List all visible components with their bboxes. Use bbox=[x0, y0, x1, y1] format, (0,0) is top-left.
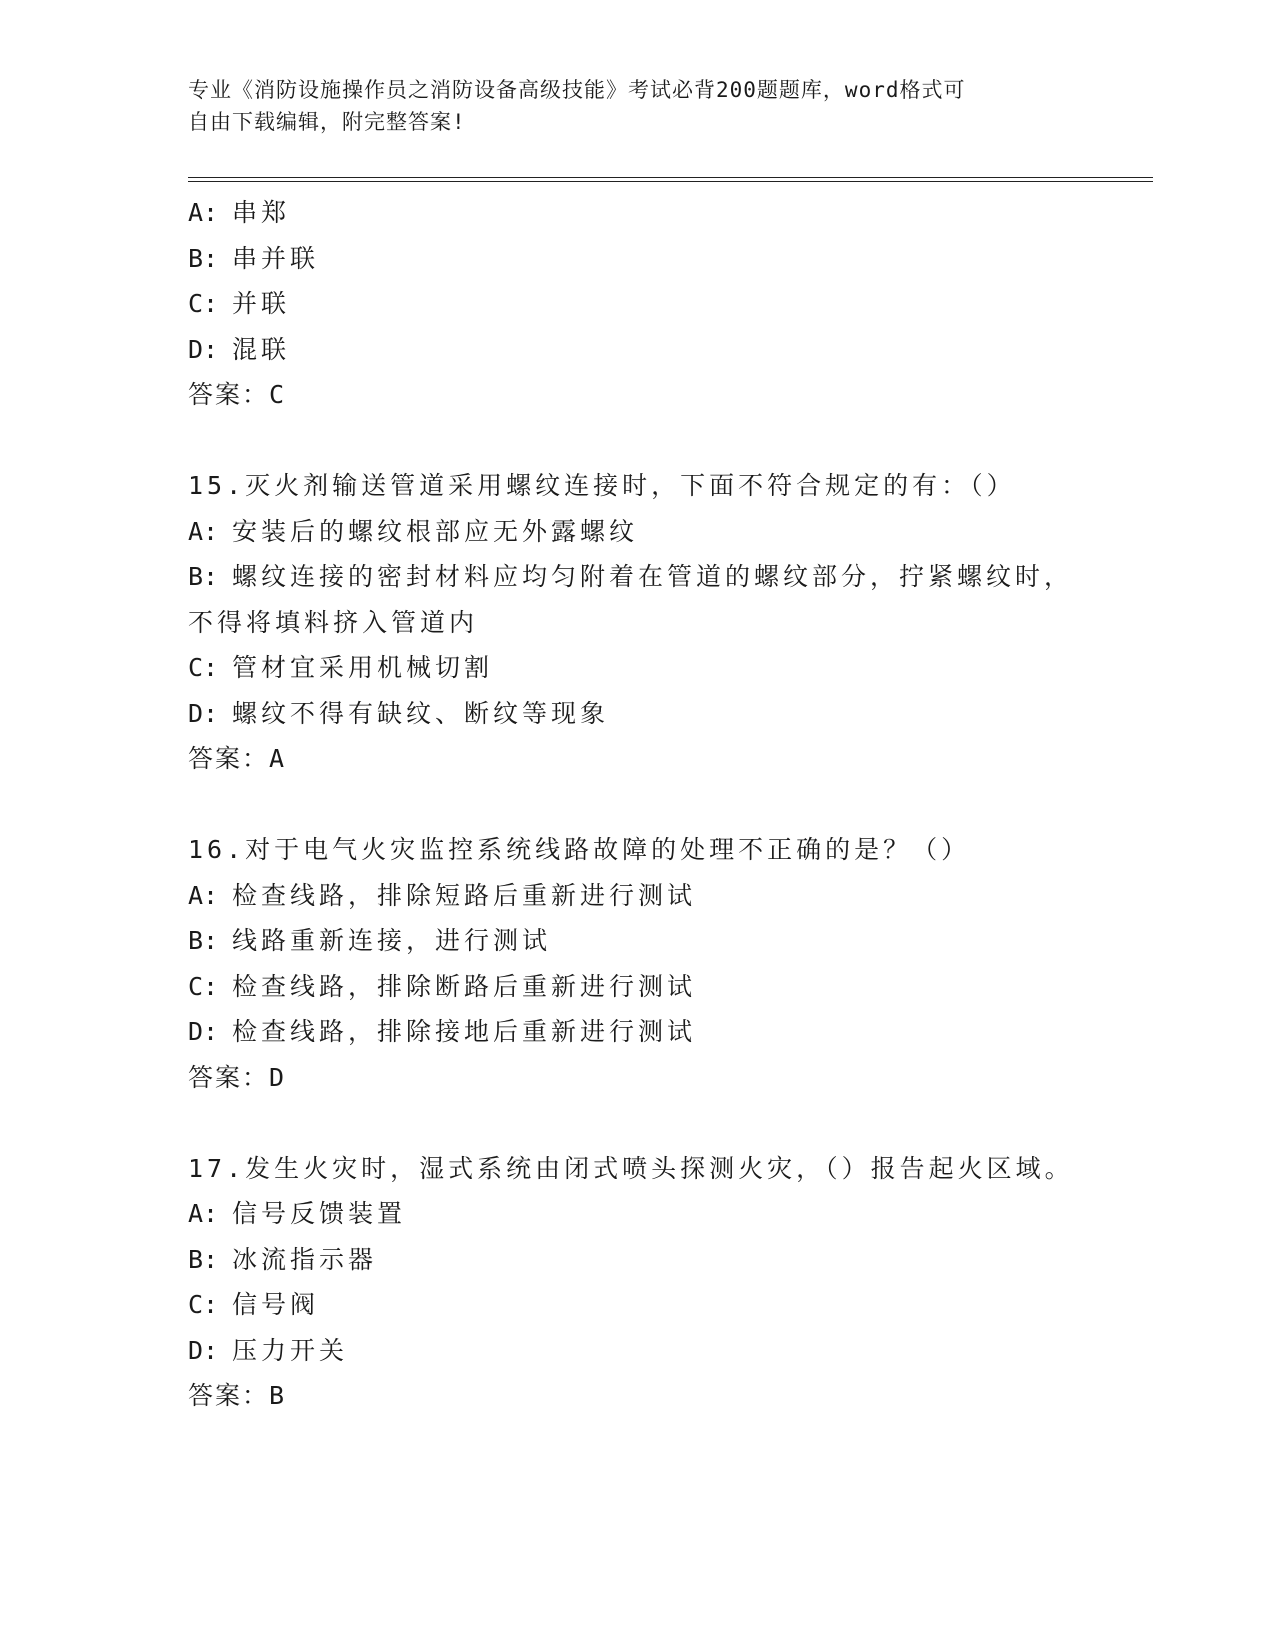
header-line-1: 专业《消防设施操作员之消防设备高级技能》考试必背200题题库，word格式可 bbox=[188, 78, 966, 102]
option-a bbox=[188, 509, 1068, 555]
option-label: B: bbox=[188, 243, 219, 273]
option-text: 不得将填料挤入管道内 bbox=[188, 607, 479, 637]
question-list bbox=[188, 190, 1074, 1419]
option-label: A: bbox=[188, 516, 219, 546]
option-text: 安装后的螺纹根部应无外露螺纹 bbox=[232, 516, 639, 546]
option-text: 压力开关 bbox=[232, 1335, 349, 1365]
option-text: 串并联 bbox=[232, 243, 320, 273]
option-d bbox=[188, 1009, 1068, 1055]
option-d bbox=[188, 1328, 1068, 1374]
option-label: D: bbox=[188, 1017, 219, 1046]
question-15-block bbox=[188, 463, 1074, 782]
document-header bbox=[188, 74, 1068, 138]
option-label: A: bbox=[188, 1199, 219, 1228]
answer-line: 答案：C bbox=[188, 380, 287, 409]
option-a bbox=[188, 873, 1068, 919]
option-text: 螺纹不得有缺纹、断纹等现象 bbox=[232, 698, 610, 728]
option-label: D: bbox=[188, 698, 219, 728]
answer-line: 答案：B bbox=[188, 1381, 287, 1410]
option-d bbox=[188, 327, 1068, 373]
option-label: D: bbox=[188, 334, 219, 364]
option-text: 信号反馈装置 bbox=[232, 1199, 407, 1228]
answer-line: 答案：A bbox=[188, 744, 287, 773]
prev-question-block bbox=[188, 190, 1068, 418]
question-16-block bbox=[188, 827, 1068, 1100]
header-line-2: 自由下载编辑，附完整答案! bbox=[188, 110, 466, 134]
spacer bbox=[188, 1100, 1068, 1146]
spacer bbox=[188, 782, 1068, 828]
option-b bbox=[188, 918, 1068, 964]
option-label: B: bbox=[188, 926, 219, 955]
question-stem: 17.发生火灾时，湿式系统由闭式喷头探测火灾，（）报告起火区域。 bbox=[188, 1153, 1074, 1183]
option-label: D: bbox=[188, 1335, 219, 1365]
option-label: C: bbox=[188, 289, 219, 318]
option-a bbox=[188, 190, 1068, 236]
option-text: 信号阀 bbox=[232, 1290, 320, 1319]
question-stem: 16.对于电气火灾监控系统线路故障的处理不正确的是？（） bbox=[188, 835, 971, 864]
answer-line: 答案：D bbox=[188, 1062, 287, 1092]
option-text: 并联 bbox=[232, 289, 291, 318]
option-text: 螺纹连接的密封材料应均匀附着在管道的螺纹部分，拧紧螺纹时， bbox=[232, 562, 1074, 591]
option-label: A: bbox=[188, 880, 219, 910]
option-b bbox=[188, 1237, 1068, 1283]
option-c bbox=[188, 645, 1068, 691]
option-text: 混联 bbox=[232, 334, 291, 364]
option-c bbox=[188, 281, 1068, 327]
option-text: 串郑 bbox=[232, 198, 291, 227]
option-label: C: bbox=[188, 653, 219, 682]
option-text: 检查线路，排除短路后重新进行测试 bbox=[232, 880, 697, 910]
spacer bbox=[188, 418, 1068, 464]
option-label: A: bbox=[188, 198, 219, 227]
option-label: B: bbox=[188, 1244, 219, 1274]
option-c bbox=[188, 964, 1068, 1010]
option-label: C: bbox=[188, 1290, 219, 1319]
header-rule-top bbox=[188, 177, 1153, 178]
option-text: 线路重新连接，进行测试 bbox=[232, 926, 552, 955]
question-17-block bbox=[188, 1146, 1074, 1419]
option-d bbox=[188, 691, 1068, 737]
option-b-continued bbox=[188, 600, 1068, 646]
option-c bbox=[188, 1282, 1068, 1328]
option-a bbox=[188, 1191, 1068, 1237]
option-b bbox=[188, 554, 1074, 600]
option-label: B: bbox=[188, 562, 219, 591]
option-text: 检查线路，排除断路后重新进行测试 bbox=[232, 971, 697, 1001]
question-stem: 15.灭火剂输送管道采用螺纹连接时，下面不符合规定的有：（） bbox=[188, 471, 1016, 500]
option-text: 管材宜采用机械切割 bbox=[232, 653, 494, 682]
option-text: 检查线路，排除接地后重新进行测试 bbox=[232, 1017, 697, 1046]
option-b bbox=[188, 236, 1068, 282]
header-rule-bottom bbox=[188, 181, 1153, 182]
option-label: C: bbox=[188, 971, 219, 1001]
option-text: 冰流指示器 bbox=[232, 1244, 378, 1274]
